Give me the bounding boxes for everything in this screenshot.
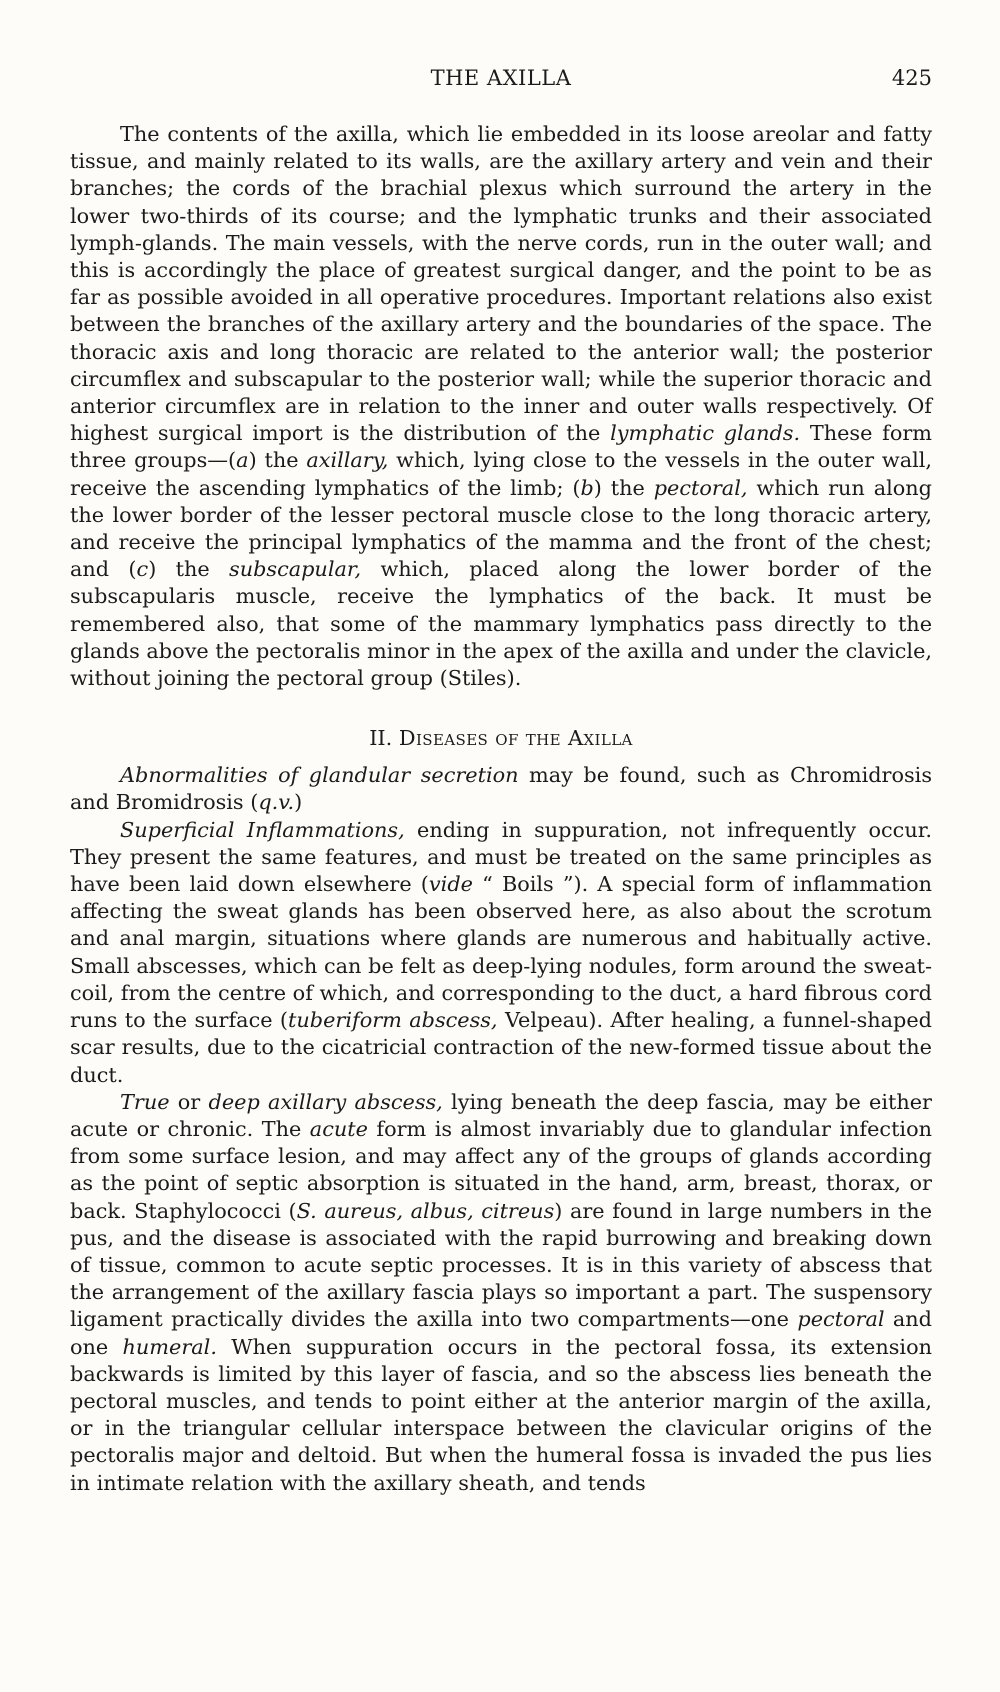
section-numeral: II. bbox=[369, 726, 393, 751]
body-text bbox=[70, 121, 932, 1497]
paragraph-abnormalities: Abnormalities of glandular secretion may be found, such as Chromidrosis and Bromidrosis (q.v.) bbox=[70, 763, 932, 815]
running-head bbox=[70, 66, 932, 96]
running-head-title: THE AXILLA bbox=[430, 66, 572, 90]
section-heading bbox=[70, 725, 932, 752]
paragraph-deep-axillary-abscess: True or deep axillary abscess, lying beneath the deep fascia, may be either acute or chronic. The acute form is almost invariably due to glandular infection from some surface lesion, and may affect any of the groups of glands according as the point of septic absorption is situated in the hand, arm, breast, thorax, or back. Staphylococci (S. aureus, albus, citreus) are found in large numbers in the pus, and the disease is associated with the rapid burrowing and breaking down of tissue, common to acute septic processes. It is in this variety of abscess that the arrangement of the axillary fascia plays so important a part. The suspensory ligament practically divides the axilla into two compartments—one pectoral and one humeral. When suppuration occurs in the pectoral fossa, its extension backwards is limited by this layer of fascia, and so the abscess lies beneath the pectoral muscles, and tends to point either at the anterior margin of the axilla, or in the triangular cellular interspace between the clavicular origins of the pectoralis major and deltoid. But when the humeral fossa is invaded the pus lies in intimate relation with the axillary sheath, and tends bbox=[70, 1089, 932, 1495]
page-number: 425 bbox=[891, 66, 932, 90]
section-title: Diseases of the Axilla bbox=[398, 726, 633, 751]
paragraph-superficial-inflammations: Superficial Inflammations, ending in suppuration, not infrequently occur. They present the same features, and must be treated on the same principles as have been laid down elsewhere (vide “ Boils ”). A special form of inflammation affecting the sweat glands has been observed here, as also about the scrotum and anal margin, situations where glands are numerous and habitually active. Small abscesses, which can be felt as deep-lying nodules, form around the sweat-coil, from the centre of which, and corresponding to the duct, a hard fibrous cord runs to the surface (tuberiform abscess, Velpeau). After healing, a funnel-shaped scar results, due to the cicatricial contraction of the new-formed tissue about the duct. bbox=[70, 817, 932, 1087]
paragraph-contents-of-axilla: The contents of the axilla, which lie embedded in its loose areolar and fatty tissue, and mainly related to its walls, are the axillary artery and vein and their branches; the cords of the brachial plexus which surround the artery in the lower two-thirds of its course; and the lymphatic trunks and their associated lymph-glands. The main vessels, with the nerve cords, run in the outer wall; and this is accordingly the place of greatest surgical danger, and the point to be as far as possible avoided in all operative procedures. Important relations also exist between the branches of the axillary artery and the boundaries of the space. The thoracic axis and long thoracic are related to the anterior wall; the posterior circumflex and subscapular to the posterior wall; while the superior thoracic and anterior circumflex are in relation to the inner and outer walls respectively. Of highest surgical import is the distribution of the lymphatic glands. These form three groups—(a) the axillary, which, lying close to the vessels in the outer wall, receive the ascending lymphatics of the limb; (b) the pectoral, which run along the lower border of the lesser pectoral muscle close to the long thoracic artery, and receive the principal lymphatics of the mamma and the front of the chest; and (c) the subscapular, which, placed along the lower border of the subscapularis muscle, receive the lymphatics of the back. It must be remembered also, that some of the mammary lymphatics pass directly to the glands above the pectoralis minor in the apex of the axilla and under the clavicle, without joining the pectoral group (Stiles). bbox=[70, 122, 933, 691]
section-spacer bbox=[70, 692, 932, 725]
